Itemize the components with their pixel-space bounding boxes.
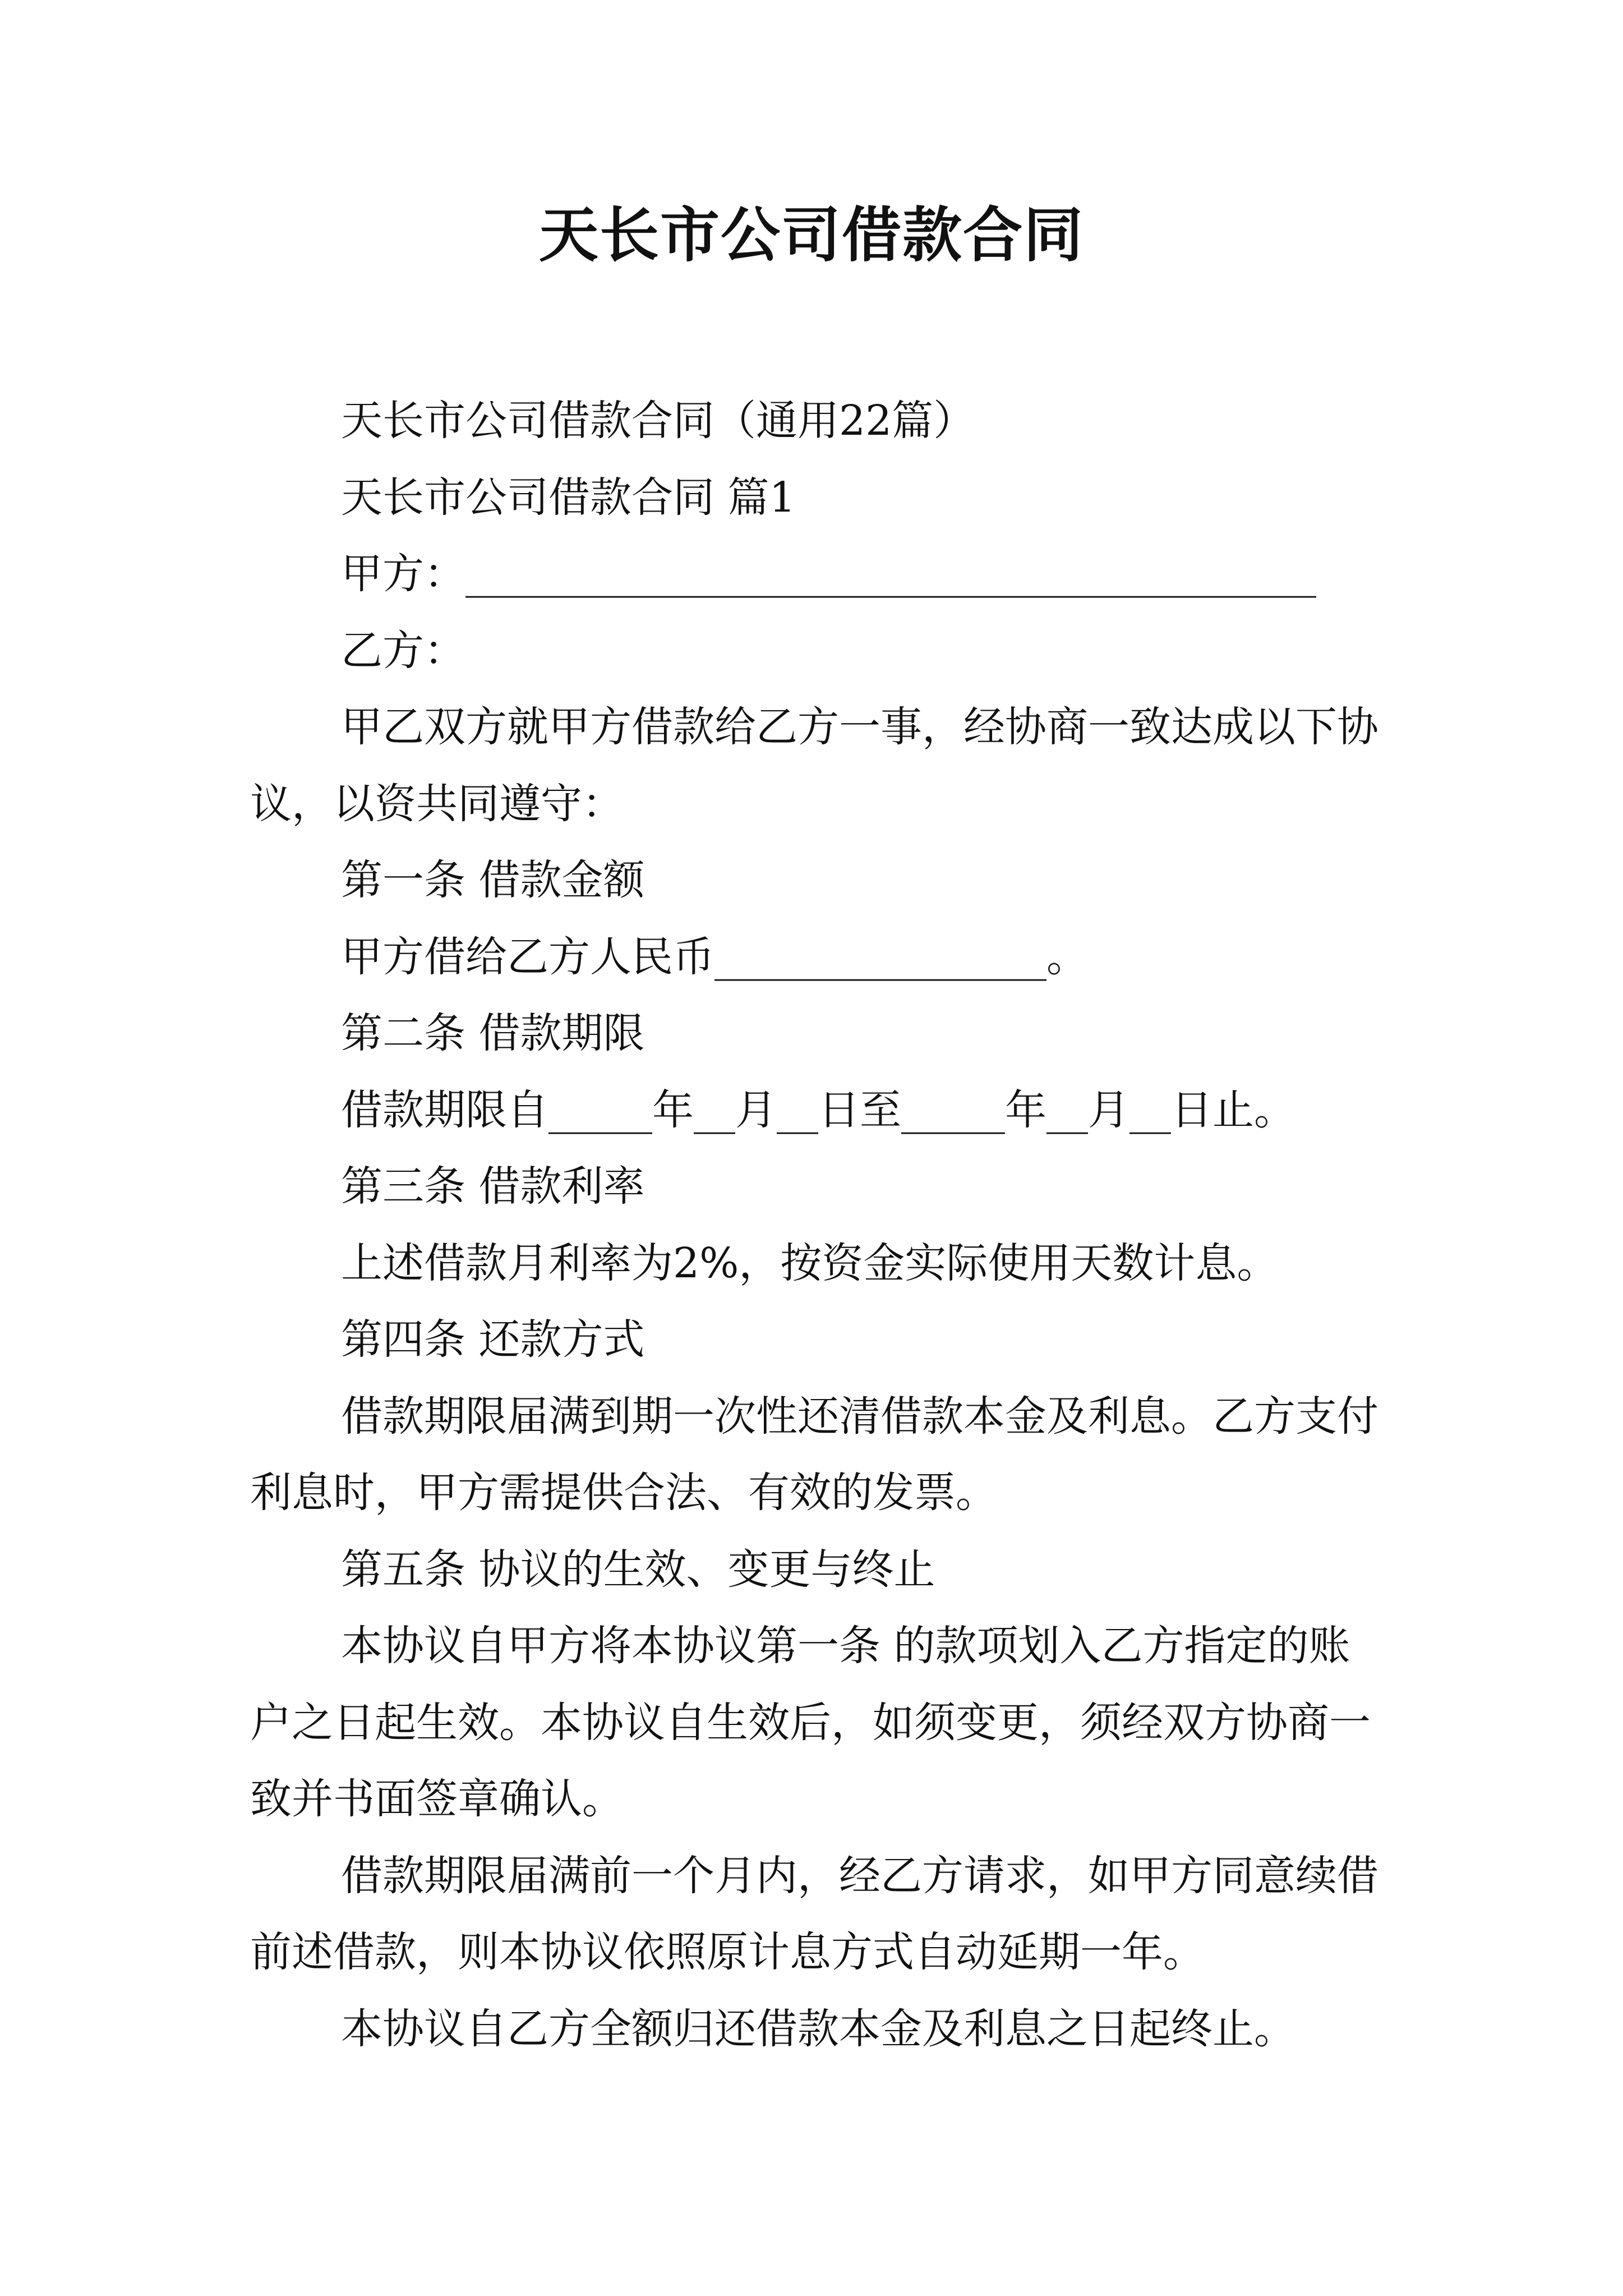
intro-paragraph: 甲乙双方就甲方借款给乙方一事，经协商一致达成以下协议，以资共同遵守： — [250, 703, 1378, 828]
clause-4-text: 借款期限届满到期一次性还清借款本金及利息。乙方支付利息时，甲方需提供合法、有效的发票。 — [250, 1392, 1378, 1517]
clause-1-text: 甲方借给乙方人民币________________。 — [341, 932, 1088, 981]
subtitle-collection: 天长市公司借款合同（通用22篇） — [341, 397, 975, 445]
document-body — [250, 383, 1389, 2067]
party-a-line: 甲方：_________________________________________ — [341, 550, 1316, 598]
clause-4-heading: 第四条 还款方式 — [341, 1315, 645, 1364]
clause-2-text: 借款期限自_____年__月__日至_____年__月__日止。 — [341, 1085, 1295, 1134]
clause-5-heading: 第五条 协议的生效、变更与终止 — [341, 1545, 935, 1594]
clause-1-heading: 第一条 借款金额 — [341, 856, 645, 904]
subtitle-article-1: 天长市公司借款合同 篇1 — [341, 473, 796, 522]
document-title: 天长市公司借款合同 — [539, 201, 1084, 270]
clause-5-text-termination: 本协议自乙方全额归还借款本金及利息之日起终止。 — [341, 2004, 1295, 2053]
clause-3-heading: 第三条 借款利率 — [341, 1162, 645, 1211]
clause-5-text-effective: 本协议自甲方将本协议第一条 的款项划入乙方指定的账户之日起生效。本协议自生效后，如须变更，须经双方协商一致并书面签章确认。 — [250, 1622, 1371, 1823]
clause-3-text: 上述借款月利率为2%，按资金实际使用天数计息。 — [341, 1239, 1279, 1287]
clause-5-text-extension: 借款期限届满前一个月内，经乙方请求，如甲方同意续借前述借款，则本协议依照原计息方式自动延期一年。 — [250, 1851, 1378, 1976]
clause-2-heading: 第二条 借款期限 — [341, 1009, 645, 1057]
party-b-line: 乙方： — [341, 626, 465, 675]
